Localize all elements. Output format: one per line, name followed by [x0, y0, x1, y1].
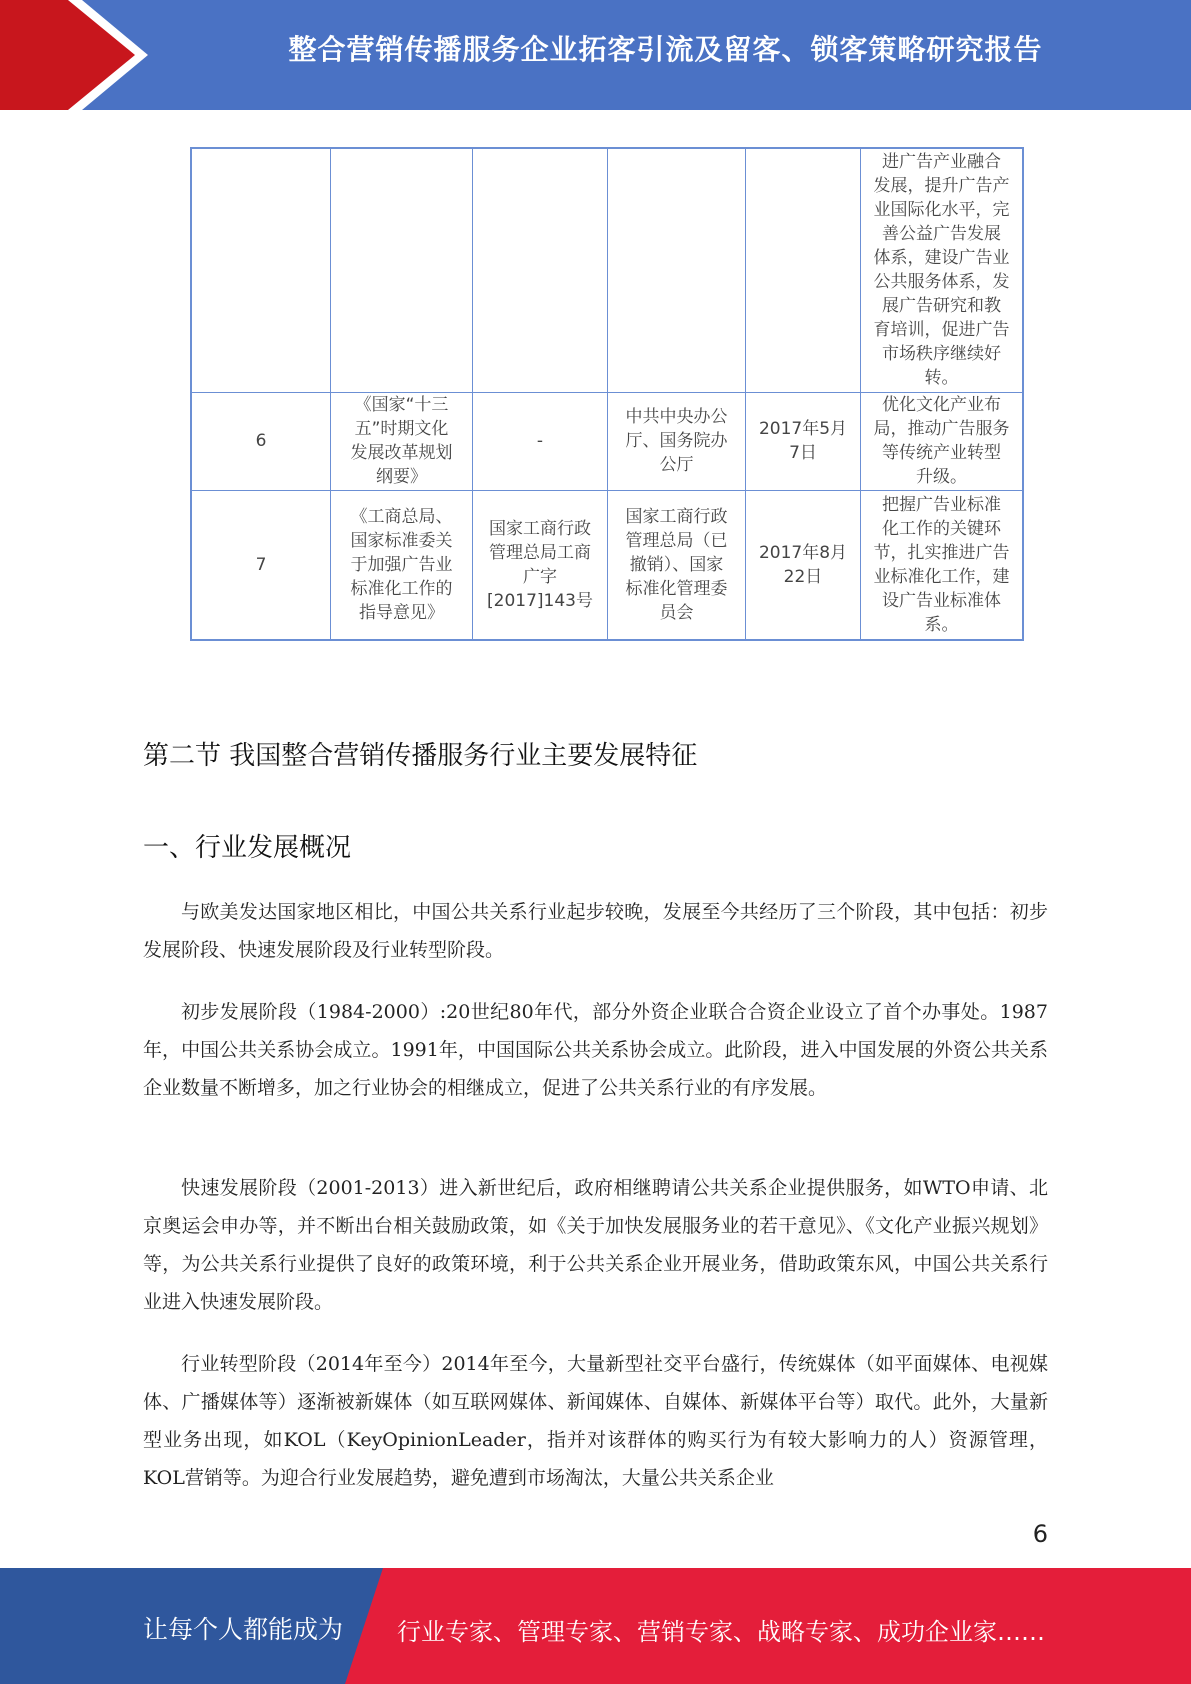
table-row — [191, 148, 1023, 392]
table-cell-doc-no: 国家工商行政 管理总局工商 广字 [2017]143号 — [473, 490, 608, 640]
page-header — [0, 0, 1191, 110]
paragraph-stage-rapid: 快速发展阶段（2001-2013）进入新世纪后，政府相继聘请公共关系企业提供服务，如WTO申请、北京奥运会申办等，并不断出台相关鼓励政策，如《关于加快发展服务业的若干意见》、《文化产业振兴规划》等，为公共关系行业提供了良好的政策环境，利于公共关系企业开展业务，借助政策东风，中国公共关系行业进入快速发展阶段。 — [143, 1177, 1048, 1313]
paragraph-stage-transition: 行业转型阶段（2014年至今）2014年至今，大量新型社交平台盛行，传统媒体（如平面媒体、电视媒体、广播媒体等）逐渐被新媒体（如互联网媒体、新闻媒体、自媒体、新媒体平台等）取代。此外，大量新型业务出现，如KOL（KeyOpinionLeader，指并对该群体的购买行为有较大影响力的人）资源管理，KOL营销等。为迎合行业发展趋势，避免遭到市场淘汰，大量公共关系企业 — [143, 1353, 1048, 1489]
table-cell — [331, 148, 473, 392]
table-cell-doc-no: - — [473, 392, 608, 490]
table-cell-date: 2017年5月 7日 — [746, 392, 861, 490]
table-cell-content: 把握广告业标准 化工作的关键环 节，扎实推进广告 业标准化工作，建 设广告业标准体 系。 — [861, 490, 1024, 640]
table-cell-name: 《工商总局、 国家标准委关 于加强广告业 标准化工作的 指导意见》 — [331, 490, 473, 640]
table-cell-content: 进广告产业融合 发展，提升广告产 业国际化水平，完 善公益广告发展 体系，建设广告业 公共服务体系，发 展广告研究和教 育培训，促进广告 市场秩序继续好 转。 — [861, 148, 1024, 392]
table-cell-no: 6 — [191, 392, 331, 490]
section-heading: 第二节 我国整合营销传播服务行业主要发展特征 — [143, 741, 698, 771]
policy-table — [190, 147, 1024, 641]
table-cell-issuer: 国家工商行政 管理总局（已 撤销）、国家 标准化管理委 员会 — [608, 490, 746, 640]
chevron-arrow-icon — [0, 0, 150, 110]
report-title: 整合营销传播服务企业拓客引流及留客、锁客策略研究报告 — [288, 33, 1043, 66]
table-cell-issuer: 中共中央办公 厅、国务院办 公厅 — [608, 392, 746, 490]
page-number: 6 — [1032, 1520, 1048, 1548]
footer-slogan-right: 行业专家、管理专家、营销专家、战略专家、成功企业家…… — [397, 1618, 1045, 1646]
table-cell — [746, 148, 861, 392]
page-footer — [0, 1568, 1191, 1684]
table-row — [191, 490, 1023, 640]
table-cell-date: 2017年8月 22日 — [746, 490, 861, 640]
table-cell-content: 优化文化产业布 局，推动广告服务 等传统产业转型 升级。 — [861, 392, 1024, 490]
paragraph-stage-initial: 初步发展阶段（1984-2000）:20世纪80年代，部分外资企业联合合资企业设立了首个办事处。1987年，中国公共关系协会成立。1991年，中国国际公共关系协会成立。此阶段，进入中国发展的外资公共关系企业数量不断增多，加之行业协会的相继成立，促进了公共关系行业的有序发展。 — [143, 1001, 1048, 1099]
table-cell-no: 7 — [191, 490, 331, 640]
table-row — [191, 392, 1023, 490]
footer-slogan-left: 让每个人都能成为 — [143, 1615, 344, 1644]
table-cell — [608, 148, 746, 392]
subsection-heading: 一、行业发展概况 — [143, 833, 352, 863]
table-cell-name: 《国家“十三 五”时期文化 发展改革规划 纲要》 — [331, 392, 473, 490]
paragraph-intro: 与欧美发达国家地区相比，中国公共关系行业起步较晚，发展至今共经历了三个阶段，其中包括：初步发展阶段、快速发展阶段及行业转型阶段。 — [143, 901, 1048, 961]
table-cell — [473, 148, 608, 392]
table-cell — [191, 148, 331, 392]
